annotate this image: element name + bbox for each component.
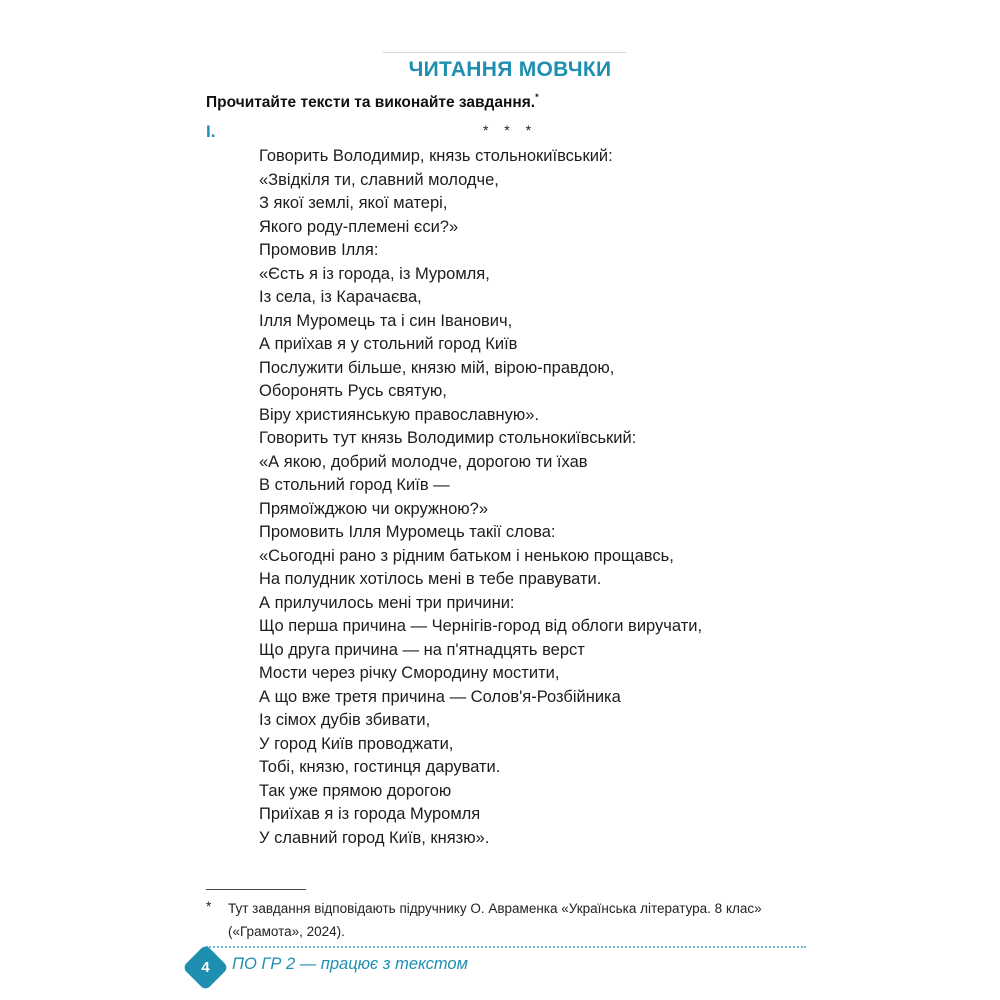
poem-line: Із села, із Карачаєва, xyxy=(259,288,422,306)
poem-line: Із сімох дубів збивати, xyxy=(259,711,431,729)
poem-line: Що друга причина — на п'ятнадцять верст xyxy=(259,640,585,659)
poem-line: У славний город Київ, князю». xyxy=(259,828,490,847)
poem-line: «Сьогодні рано з рідним батьком і ненькою прощавсь, xyxy=(259,546,674,565)
section-separator: * * * xyxy=(482,122,538,138)
footer-dotted-rule xyxy=(206,946,806,948)
poem-line: Якого роду-племені єси?» xyxy=(259,217,459,236)
poem-line: На полудник хотілось мені в тебе правувати. xyxy=(259,570,602,588)
poem-line: Говорить Володимир, князь стольнокиївський: xyxy=(259,147,613,165)
poem-line: Ілля Муромець та і син Іванович, xyxy=(259,311,513,330)
instruction-label: Прочитайте тексти та виконайте завдання. xyxy=(206,94,536,112)
poem-line: Говорить тут князь Володимир стольнокиївський: xyxy=(259,429,637,447)
poem-line: Промовив Ілля: xyxy=(259,241,379,259)
page-number: 4 xyxy=(201,959,210,976)
section-number: І. xyxy=(206,122,216,141)
poem-line: У город Київ проводжати, xyxy=(259,734,454,753)
poem-line: Віру християнськую православную». xyxy=(259,405,540,424)
poem-line: Приїхав я із города Муромля xyxy=(259,805,481,823)
poem-line: Так уже прямою дорогою xyxy=(259,781,452,800)
poem-line: «Звідкіля ти, славний молодче, xyxy=(259,170,499,189)
poem-line: А прилучилось мені три причини: xyxy=(259,593,515,612)
footnote-rule xyxy=(206,889,306,890)
poem-line: «А якою, добрий молодче, дорогою ти їхав xyxy=(259,452,588,471)
instruction-footnote-mark: * xyxy=(535,92,539,102)
instruction-text xyxy=(206,93,539,112)
poem-line: А приїхав я у стольний город Київ xyxy=(259,335,518,353)
poem-line: А що вже третя причина — Солов'я-Розбійника xyxy=(259,687,621,706)
poem-line: Оборонять Русь святую, xyxy=(259,382,447,400)
footnote-text: Тут завдання відповідають підручнику О. Авраменка «Українська література. 8 клас» («Грамота», 2024). xyxy=(228,901,762,939)
poem-line: Що перша причина — Чернігів-город від облоги виручати, xyxy=(259,617,703,635)
poem-line: Послужити більше, князю мій, вірою-правдою, xyxy=(259,358,615,377)
page-title: ЧИТАННЯ МОВЧКИ xyxy=(408,58,612,81)
poem-line: Тобі, князю, гостинця дарувати. xyxy=(259,758,501,776)
poem-text xyxy=(259,145,702,850)
poem-line: Мости через річку Смородину мостити, xyxy=(259,664,560,682)
poem-line: В стольний город Київ — xyxy=(259,476,450,494)
poem-line: Прямоїжджою чи окружною?» xyxy=(259,499,489,518)
running-footer-title: ПО ГР 2 — працює з текстом xyxy=(232,955,468,973)
poem-line: Промовить Ілля Муромець такії слова: xyxy=(259,523,556,541)
poem-line: З якої землі, якої матері, xyxy=(259,194,448,212)
poem-line: «Єсть я із города, із Муромля, xyxy=(259,264,490,283)
title-top-rule xyxy=(383,52,626,53)
footnote-mark: * xyxy=(206,899,212,914)
